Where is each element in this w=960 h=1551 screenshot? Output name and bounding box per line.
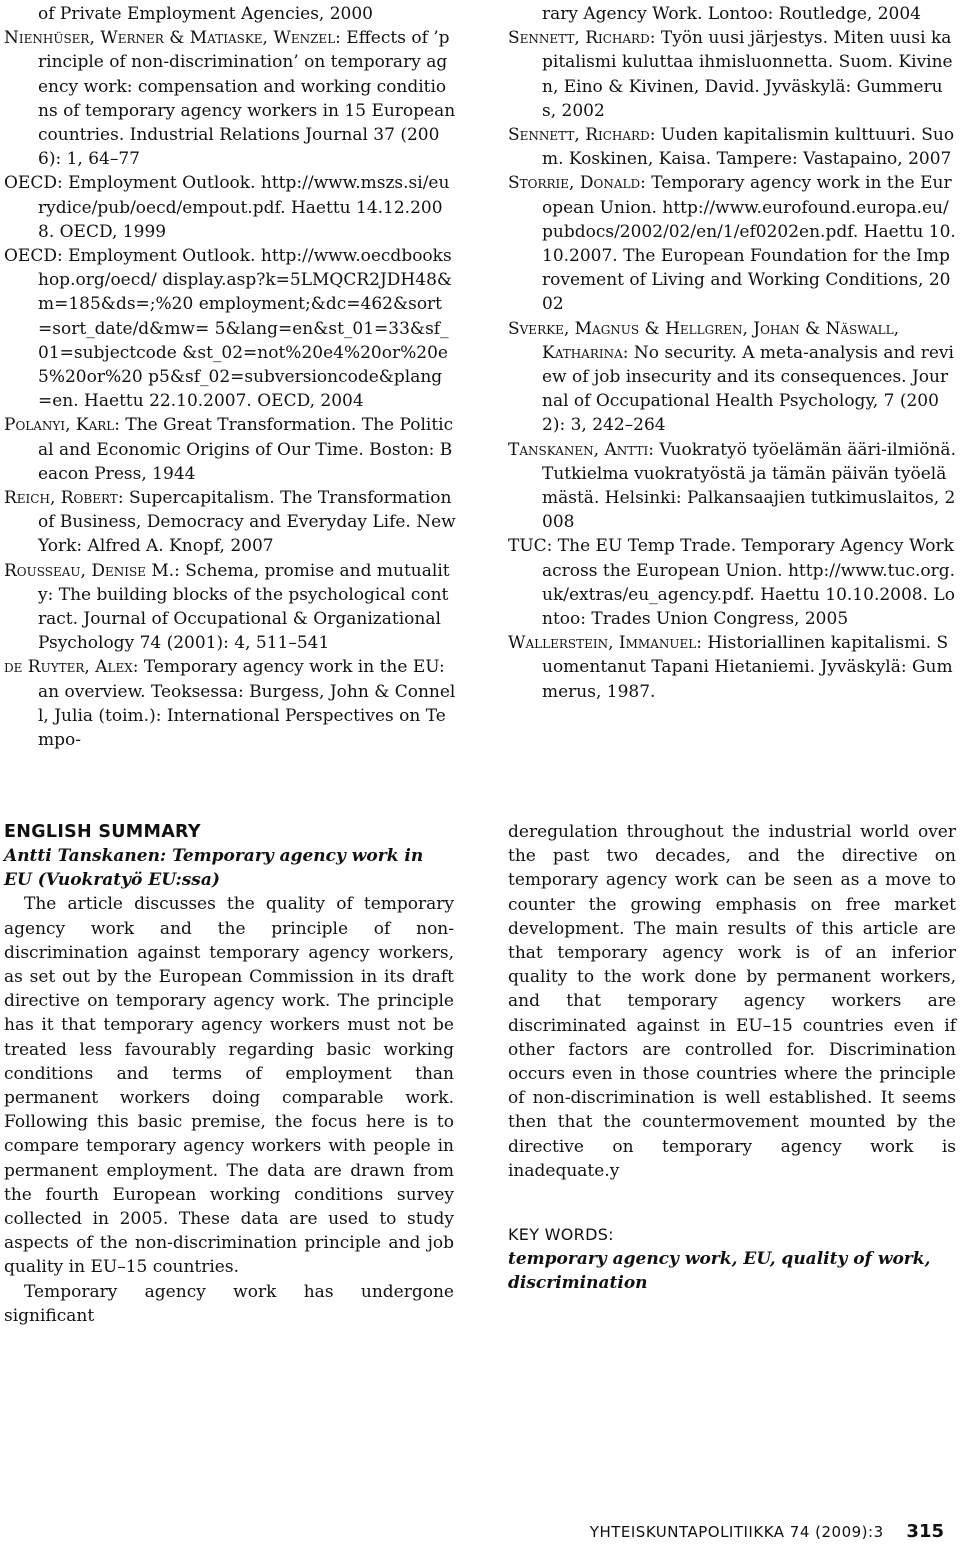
keywords: temporary agency work, EU, quality of work, discrimination — [508, 1249, 931, 1294]
summary-paragraph: deregulation throughout the industrial world over the past two decades, and the directive on temporary agency work can be seen as a move to counter the growing emphasis on free market development. The main results of this article are that temporary agency work is of an inferior quality to the work done by permanent workers, and that temporary agency workers are discriminated against in EU–15 countries even if other factors are controlled for. Discrimination occurs even in those countries where the principle of non-discrimination is well established. It seems then that the countermovement mounted by the directive on temporary agency work is inadequate.y — [508, 822, 956, 1181]
reference-authors: Sverke, Magnus & Hellgren, Johan & Näswall, Katharina — [508, 318, 900, 363]
reference-authors: Rousseau, Denise — [4, 560, 146, 581]
reference-text: M.: Schema, promise and mutuality: The building blocks of the psychological contract. Journal of Occupational & Organizational Psychology 74 (2001): 4, 511–541 — [38, 560, 450, 654]
reference-entry — [508, 438, 956, 535]
reference-text: : Supercapitalism. The Transformation of Business, Democracy and Everyday Life. New York: Alfred A. Knopf, 2007 — [38, 488, 456, 557]
page-footer — [590, 1521, 944, 1542]
journal-name: YHTEISKUNTAPOLITIIKKA 74 (2009):3 — [589, 1523, 884, 1541]
reference-authors: Polanyi, Karl — [4, 415, 115, 436]
reference-text: OECD: Employment Outlook. http://www.oecdbookshop.org/oecd/ display.asp?k=5LMQCR2JDH48&m=185&ds=;%20 employment;&dc=462&sort=sort_date/d&mw= 5&lang=en&st_01=33&sf_01=subjectcode &st_02=not%20e4%20or%20e5%20or%20 p5&sf_02=subversioncode&plang=en. Haettu 22.10.2007. OECD, 2004 — [4, 246, 453, 412]
reference-entry — [4, 413, 456, 486]
reference-continuation: rary Agency Work. Lontoo: Routledge, 2004 — [542, 4, 921, 24]
summary-subtitle: Antti Tanskanen: Temporary agency work in EU (Vuokratyö EU:ssa) — [4, 846, 424, 891]
reference-text: TUC: The EU Temp Trade. Temporary Agency Work across the European Union. http://www.tuc.org.uk/extras/eu_agency.pdf. Haettu 10.10.2008. Lontoo: Trades Union Congress, 2005 — [508, 536, 956, 630]
reference-entry — [4, 244, 456, 413]
reference-authors: de Ruyter, Alex — [4, 657, 133, 678]
summary-paragraph: Temporary agency work has undergone significant — [4, 1281, 454, 1326]
reference-authors: Sennett, Richard — [508, 125, 650, 146]
reference-text: : Temporary agency work in the EU: an overview. Teoksessa: Burgess, John & Connell, Julia (toim.): International Perspectives on Tempo- — [38, 657, 456, 751]
reference-entry — [508, 534, 956, 631]
page-number: 315 — [906, 1521, 944, 1542]
reference-authors: Nienhüser, Werner & Matiaske, Wenzel — [4, 28, 336, 49]
reference-text: OECD: Employment Outlook. http://www.mszs.si/eurydice/pub/oecd/empout.pdf. Haettu 14.12.2008. OECD, 1999 — [4, 173, 450, 242]
reference-text: : Uuden kapitalismin kulttuuri. Suom. Koskinen, Kaisa. Tampere: Vastapaino, 2007 — [542, 125, 955, 170]
reference-entry — [508, 317, 956, 438]
reference-authors: Storrie, Donald — [508, 173, 641, 194]
reference-text: : Vuokratyö työelämän ääri-ilmiönä. Tutkielma vuokratyöstä ja tämän päivän työelämästä. Helsinki: Palkansaajien tutkimuslaitos, 2008 — [542, 439, 956, 533]
reference-entry — [4, 171, 456, 244]
reference-authors: Wallerstein, Immanuel — [508, 633, 697, 654]
reference-entry — [4, 559, 456, 656]
reference-authors: Sennett, Richard — [508, 28, 650, 49]
english-summary-right — [508, 820, 956, 1296]
reference-text: : Historiallinen kapitalismi. Suomentanut Tapani Hietaniemi. Jyväskylä: Gummerus, 1987. — [542, 633, 953, 702]
reference-continuation: of Private Employment Agencies, 2000 — [38, 4, 374, 24]
reference-entry — [4, 486, 456, 559]
reference-text: : The Great Transformation. The Political and Economic Origins of Our Time. Boston: Beacon Press, 1944 — [38, 415, 454, 484]
reference-authors: Tanskanen, Antti — [508, 439, 649, 460]
keywords-label: KEY WORDS: — [508, 1225, 614, 1245]
reference-entry — [508, 26, 956, 123]
reference-authors: Reich, Robert — [4, 488, 118, 509]
references-right-column — [508, 2, 956, 704]
references-left-column — [4, 2, 456, 752]
reference-entry — [508, 171, 956, 316]
reference-text: : No security. A meta-analysis and review of job insecurity and its consequences. Journal of Occupational Health Psychology, 7 (2002): 3, 242–264 — [542, 342, 954, 436]
reference-entry — [4, 655, 456, 752]
reference-text: : Effects of ’principle of non-discrimination’ on temporary agency work: compensation and working conditions of temporary agency workers in 15 European countries. Industrial Relations Journal 37 (2006): 1, 64–77 — [38, 28, 456, 170]
reference-entry — [4, 26, 456, 171]
reference-entry — [508, 123, 956, 171]
reference-entry — [508, 631, 956, 704]
reference-text: : Työn uusi järjestys. Miten uusi kapitalismi kuluttaa ihmisluonnetta. Suom. Kivinen, Eino & Kivinen, David. Jyväskylä: Gummerus, 2002 — [542, 28, 953, 121]
summary-heading: ENGLISH SUMMARY — [4, 822, 201, 842]
reference-text: : Temporary agency work in the European Union. http://www.eurofound.europa.eu/pubdocs/2002/02/en/1/ef0202en.pdf. Haettu 10.10.2007. The European Foundation for the Improvement of Living and Working Conditions, 2002 — [542, 173, 956, 315]
summary-paragraph: The article discusses the quality of temporary agency work and the principle of non-discrimination against temporary agency workers, as set out by the European Commission in its draft directive on temporary agency work. The principle has it that temporary agency workers must not be treated less favourably regarding basic working conditions and terms of employment than permanent workers doing comparable work. Following this basic premise, the focus here is to compare temporary agency workers with people in permanent employment. The data are drawn from the fourth European working conditions survey collected in 2005. These data are used to study aspects of the non-discrimination principle and job quality in EU–15 countries. — [4, 894, 454, 1278]
english-summary-left — [4, 820, 454, 1328]
